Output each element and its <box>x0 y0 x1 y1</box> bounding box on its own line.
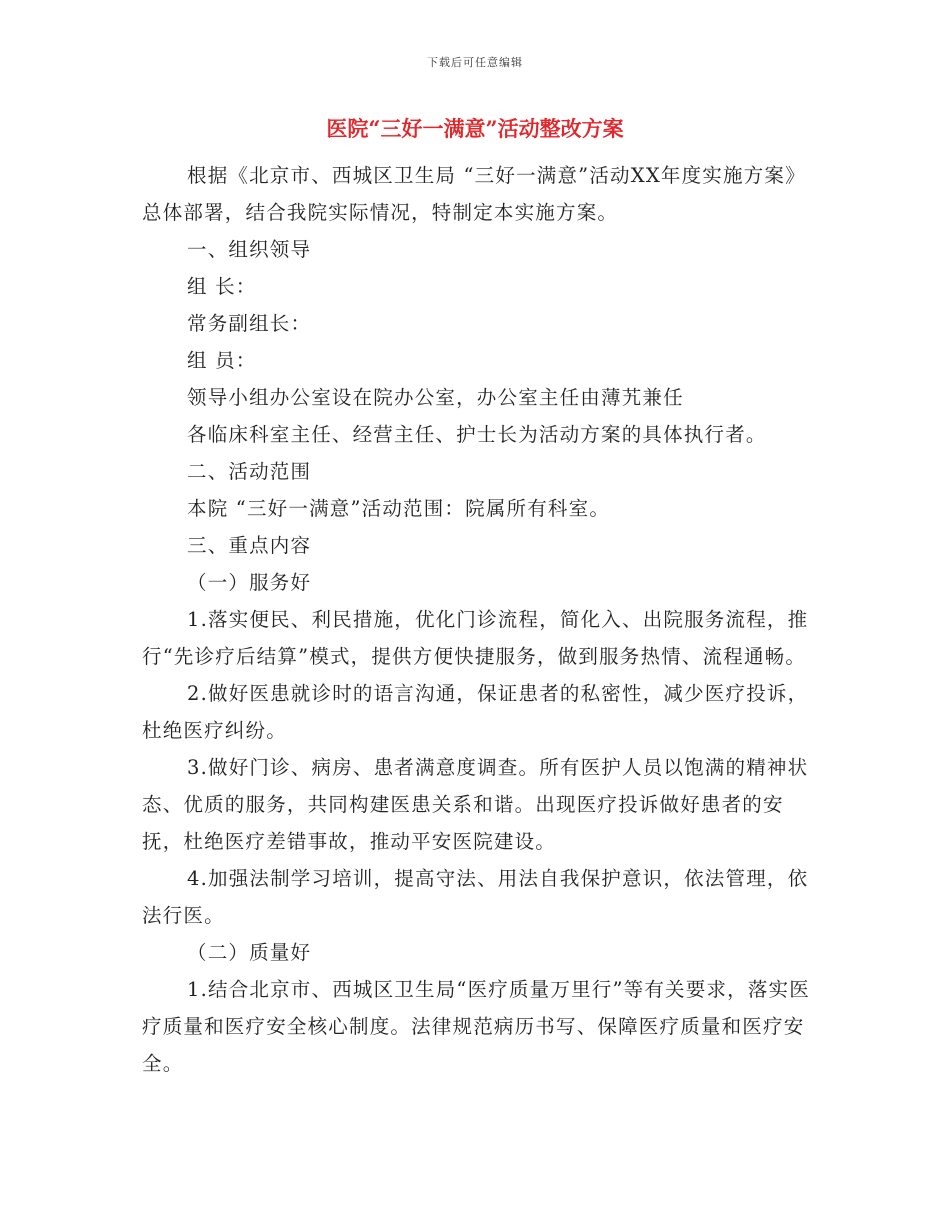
subsection-heading-service: （一）服务好 <box>187 571 312 594</box>
paragraph-service-item-3: 3.做好门诊、病房、患者满意度调查。所有医护人员以饱满的精神状态、优质的服务，共同构建医患关系和谐。出现医疗投诉做好患者的安抚，杜绝医疗差错事故，推动平安医院建设。 <box>142 756 809 853</box>
paragraph-team-leader: 组 长： <box>187 275 257 298</box>
subsection-heading-quality: （二）质量好 <box>187 941 312 964</box>
paragraph-team-members: 组 员： <box>187 349 257 372</box>
paragraph-intro: 根据《北京市、西城区卫生局 “三好一满意”活动XX年度实施方案》总体部署，结合我院实际情况，特制定本实施方案。 <box>142 164 806 224</box>
document-title: 医院“三好一满意”活动整改方案 <box>326 116 624 141</box>
header-note: 下载后可任意编辑 <box>427 56 523 69</box>
section-heading-scope: 二、活动范围 <box>187 460 312 483</box>
paragraph-service-item-1: 1.落实便民、利民措施，优化门诊流程，简化入、出院服务流程，推行“先诊疗后结算”模式，提供方便快捷服务，做到服务热情、流程通畅。 <box>142 608 809 668</box>
section-heading-key-content: 三、重点内容 <box>187 534 312 557</box>
paragraph-executors: 各临床科室主任、经营主任、护士长为活动方案的具体执行者。 <box>187 423 767 446</box>
paragraph-office: 领导小组办公室设在院办公室，办公室主任由薄艽兼任 <box>187 386 684 409</box>
paragraph-quality-item-1: 1.结合北京市、西城区卫生局“医疗质量万里行”等有关要求，落实医疗质量和医疗安全核心制度。法律规范病历书写、保障医疗质量和医疗安全。 <box>142 978 810 1075</box>
paragraph-service-item-4: 4.加强法制学习培训，提高守法、用法自我保护意识，依法管理，依法行医。 <box>142 867 809 927</box>
document-body <box>142 157 822 1082</box>
paragraph-scope: 本院 “三好一满意”活动范围：院属所有科室。 <box>187 497 611 520</box>
section-heading-organization: 一、组织领导 <box>187 238 312 261</box>
paragraph-service-item-2: 2.做好医患就诊时的语言沟通，保证患者的私密性，减少医疗投诉，杜绝医疗纠纷。 <box>142 682 809 742</box>
paragraph-deputy-leader: 常务副组长： <box>187 312 312 335</box>
